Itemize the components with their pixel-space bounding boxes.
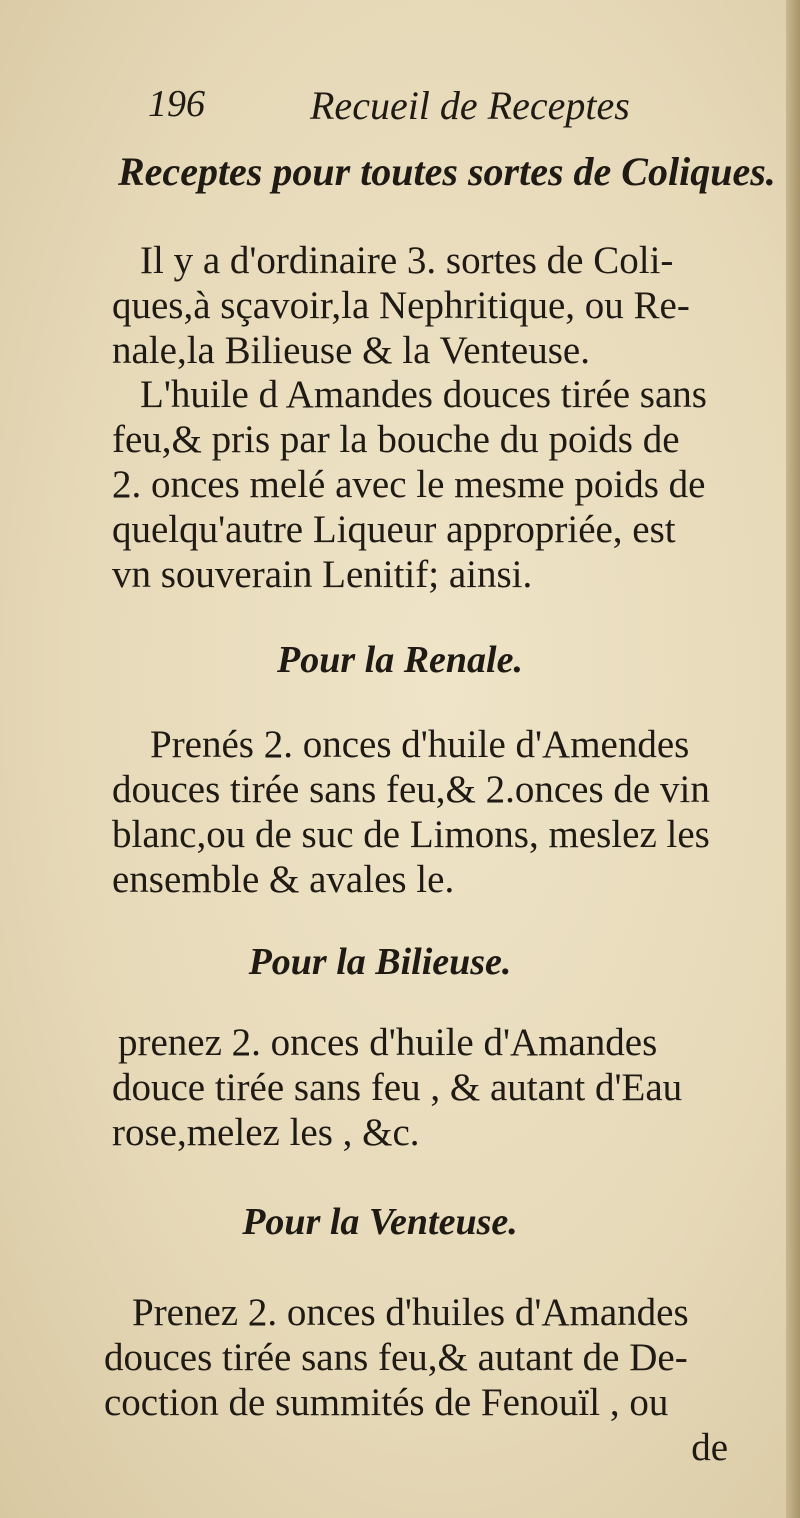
text-line: 2. onces melé avec le mesme poids de bbox=[112, 463, 706, 506]
section-body-bilieuse bbox=[112, 1020, 772, 1155]
text-line: Prenés 2. onces d'huile d'Amendes bbox=[150, 723, 690, 766]
text-line: douce tirée sans feu , & autant d'Eau bbox=[112, 1066, 683, 1109]
text-line: coction de summités de Fenouïl , ou bbox=[104, 1381, 669, 1424]
text-line: douces tirée sans feu,& 2.onces de vin bbox=[112, 768, 710, 811]
page-header bbox=[140, 82, 700, 142]
catchword: de bbox=[691, 1426, 728, 1469]
text-line: blanc,ou de suc de Limons, meslez les bbox=[112, 813, 710, 856]
section-heading-renale: Pour la Renale. bbox=[277, 639, 523, 681]
page-gutter bbox=[786, 0, 800, 1518]
text-line: Il y a d'ordinaire 3. sortes de Coli- bbox=[140, 239, 674, 282]
text-line: feu,& pris par la bouche du poids de bbox=[112, 418, 680, 461]
text-line: douces tirée sans feu,& autant de De- bbox=[104, 1336, 688, 1379]
page-number: 196 bbox=[148, 83, 205, 125]
text-line: nale,la Bilieuse & la Venteuse. bbox=[112, 329, 590, 372]
text-line: quelqu'autre Liqueur appropriée, est bbox=[112, 508, 676, 551]
text-line: vn souverain Lenitif; ainsi. bbox=[112, 553, 533, 596]
running-title: Recueil de Receptes bbox=[310, 83, 630, 128]
section-heading-venteuse: Pour la Venteuse. bbox=[242, 1201, 518, 1243]
chapter-title: Receptes pour toutes sortes de Coliques. bbox=[118, 149, 776, 194]
section-heading-bilieuse: Pour la Bilieuse. bbox=[248, 941, 512, 983]
text-line: prenez 2. onces d'huile d'Amandes bbox=[118, 1021, 658, 1064]
note-paragraph bbox=[112, 372, 772, 597]
intro-paragraph bbox=[112, 238, 772, 373]
text-line: L'huile d Amandes douces tirée sans bbox=[140, 373, 707, 416]
text-line: rose,melez les , &c. bbox=[112, 1111, 420, 1154]
section-body-venteuse bbox=[104, 1290, 764, 1470]
section-body-renale bbox=[112, 722, 772, 902]
text-line: ques,à sçavoir,la Nephritique, ou Re- bbox=[112, 284, 690, 327]
text-line: Prenez 2. onces d'huiles d'Amandes bbox=[132, 1291, 689, 1334]
text-line: ensemble & avales le. bbox=[112, 858, 455, 901]
